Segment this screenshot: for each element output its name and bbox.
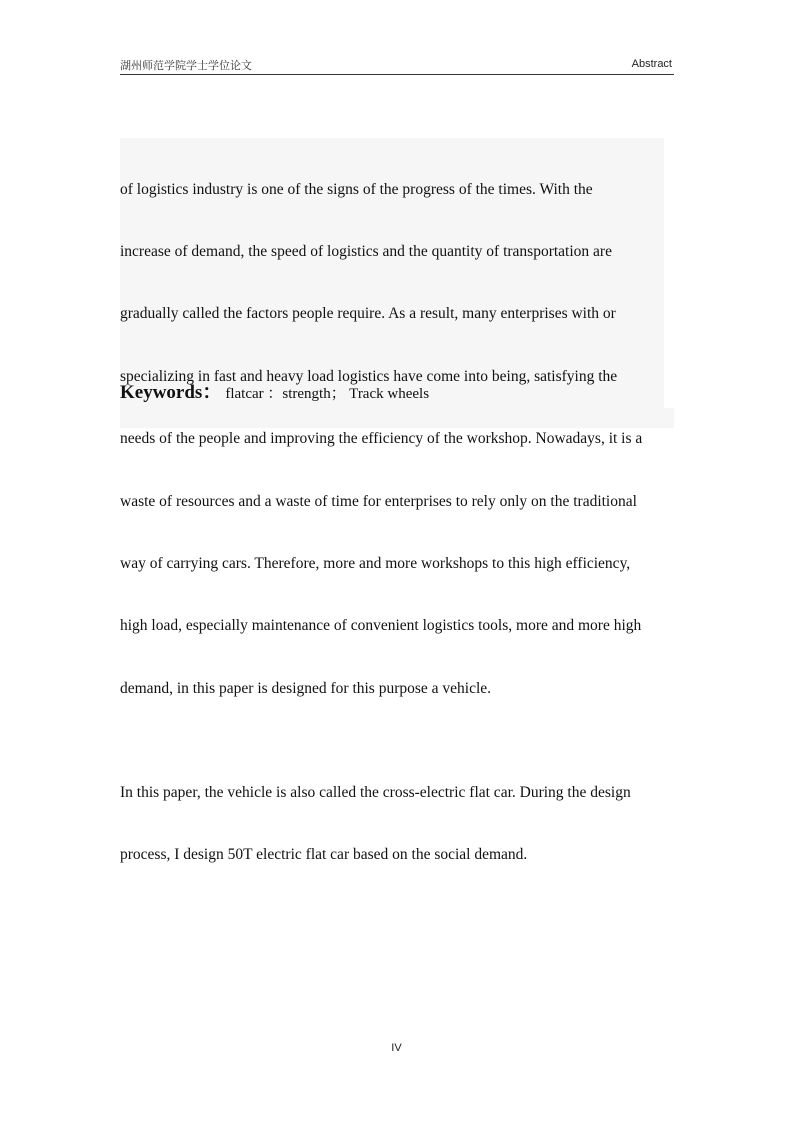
- header-university-title: 湖州师范学院学士学位论文: [120, 59, 252, 72]
- text-line: waste of resources and a waste of time for enterprises to rely only on the traditional: [120, 492, 637, 510]
- text-line: gradually called the factors people require. As a result, many enterprises with or: [120, 305, 616, 323]
- text-line: of logistics industry is one of the signs of the progress of the times. With the: [120, 180, 593, 198]
- text-line: high load, especially maintenance of convenient logistics tools, more and more high: [120, 617, 642, 635]
- keywords-label: Keywords：: [120, 382, 222, 403]
- page-header: [120, 56, 674, 75]
- keywords-list: flatcar ：strength； Track wheels: [225, 386, 430, 402]
- header-section-title: Abstract: [631, 58, 672, 70]
- text-line: demand, in this paper is designed for this purpose a vehicle.: [120, 679, 492, 697]
- keywords-line: [120, 377, 429, 404]
- abstract-paragraph-1: [120, 138, 664, 741]
- text-line: needs of the people and improving the efficiency of the workshop. Nowadays, it is a: [120, 430, 643, 448]
- abstract-paragraph-2: [120, 741, 664, 907]
- text-line: process, I design 50T electric flat car based on the social demand.: [120, 846, 528, 864]
- text-line: way of carrying cars. Therefore, more and more workshops to this high efficiency,: [120, 554, 631, 572]
- text-line: In this paper, the vehicle is also called the cross-electric flat car. During the design: [120, 783, 631, 801]
- text-line: increase of demand, the speed of logistics and the quantity of transportation are: [120, 242, 612, 260]
- abstract-body: [120, 138, 664, 907]
- page-number: IV: [391, 1042, 402, 1054]
- text-line: specializing in fast and heavy load logistics have come into being, satisfying the: [120, 367, 618, 385]
